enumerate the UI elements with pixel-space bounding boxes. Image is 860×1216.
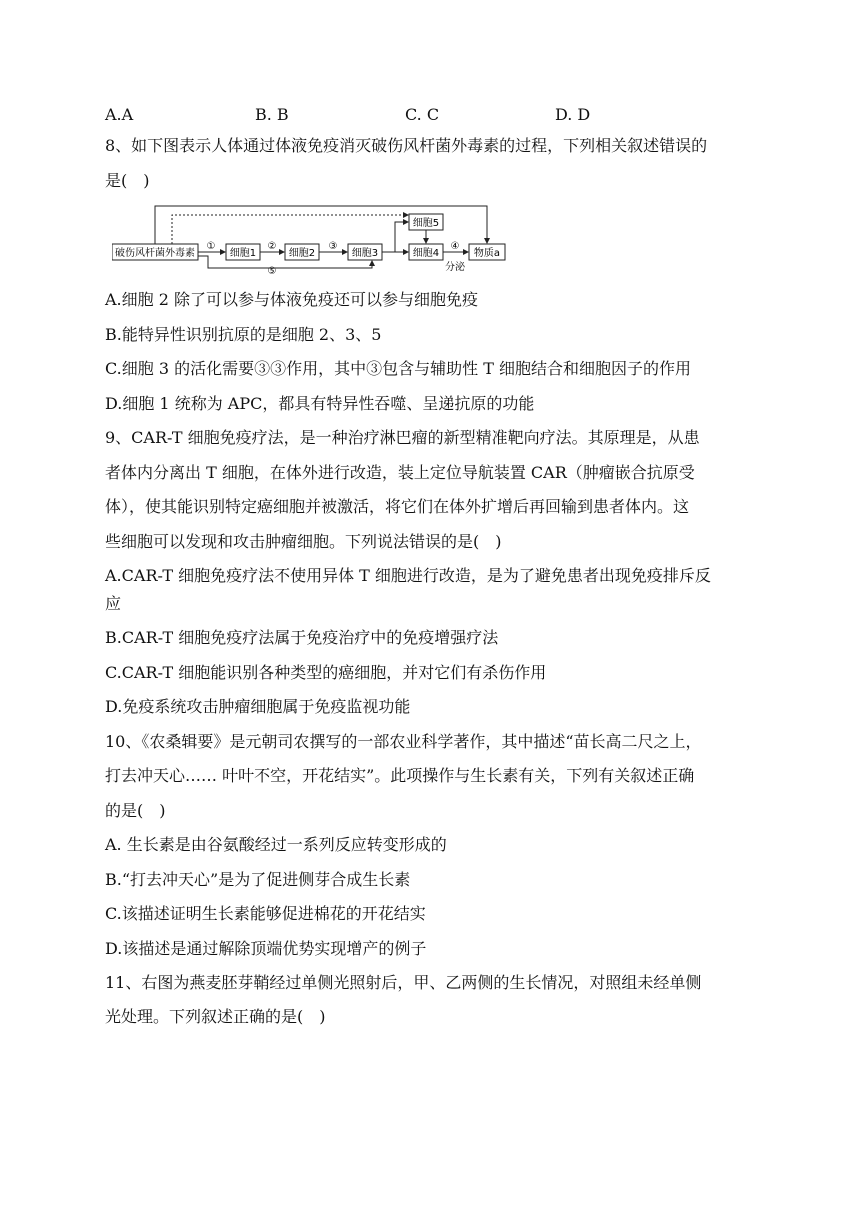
q10-option-b: B.“打去冲天心”是为了促进侧芽合成生长素 [105, 870, 411, 889]
step1-label: ① [206, 241, 216, 252]
q7-option-d: D. D [555, 105, 591, 124]
q8-option-a: A.细胞 2 除了可以参与体液免疫还可以参与细胞免疫 [105, 290, 478, 309]
q9-stem-line3: 体），使其能识别特定癌细胞并被激活，将它们在体外扩增后再回输到患者体内。这 [105, 497, 690, 516]
q8-stem-line1: 8、如下图表示人体通过体液免疫消灭破伤风杆菌外毒素的过程，下列相关叙述错误的 [105, 136, 708, 155]
toxin-label: 破伤风杆菌外毒素 [115, 248, 195, 259]
q10-stem-line2: 打去冲天心…… 叶叶不空，开花结实”。此项操作与生长素有关，下列有关叙述正确 [105, 766, 695, 785]
q9-option-a-cont: 应 [105, 594, 122, 613]
cell2-label: 细胞2 [288, 248, 316, 259]
q9-stem-line2: 者体内分离出 T 细胞，在体外进行改造，装上定位导航装置 CAR（肿瘤嵌合抗原受 [105, 463, 695, 482]
secrete-label: 分泌 [445, 262, 465, 273]
q11-stem-line1: 11、右图为燕麦胚芽鞘经过单侧光照射后，甲、乙两侧的生长情况，对照组未经单侧 [105, 973, 702, 992]
q9-stem-line1: 9、CAR-T 细胞免疫疗法，是一种治疗淋巴瘤的新型精准靶向疗法。其原理是，从患 [105, 428, 700, 447]
q8-option-c: C.细胞 3 的活化需要③③作用，其中③包含与辅助性 T 细胞结合和细胞因子的作用 [105, 359, 691, 378]
q10-stem-line3: 的是( ) [105, 801, 166, 820]
q8-option-d: D.细胞 1 统称为 APC，都具有特异性吞噬、呈递抗原的功能 [105, 394, 535, 413]
q10-option-d: D.该描述是通过解除顶端优势实现增产的例子 [105, 939, 427, 958]
step4-label: ④ [450, 241, 460, 252]
cell3-label: 细胞3 [351, 248, 379, 259]
q7-option-c: C. C [405, 105, 440, 124]
q10-option-a: A. 生长素是由谷氨酸经过一系列反应转变形成的 [105, 835, 447, 854]
step5-label: ⑤ [267, 266, 277, 275]
q9-option-c: C.CAR-T 细胞能识别各种类型的癌细胞，并对它们有杀伤作用 [105, 663, 547, 682]
q10-stem-line1: 10、《农桑辑要》是元朝司农撰写的一部农业科学著作，其中描述“苗长高二尺之上， [105, 732, 702, 751]
q11-stem-line2: 光处理。下列叙述正确的是( ) [105, 1007, 326, 1026]
step3-label: ③ [328, 241, 338, 252]
cell4-label: 细胞4 [412, 248, 440, 259]
step2-label: ② [267, 241, 277, 252]
cell5-label: 细胞5 [412, 218, 440, 229]
q9-stem-line4: 些细胞可以发现和攻击肿瘤细胞。下列说法错误的是( ) [105, 532, 502, 551]
cell1-label: 细胞1 [229, 248, 257, 259]
q8-stem-line2: 是( ) [105, 171, 150, 190]
immune-process-diagram [112, 199, 512, 275]
q8-option-b: B.能特异性识别抗原的是细胞 2、3、5 [105, 325, 382, 344]
q9-option-a: A.CAR-T 细胞免疫疗法不使用异体 T 细胞进行改造，是为了避免患者出现免疫排斥反 [105, 566, 711, 585]
product-label: 物质a [473, 248, 501, 259]
q10-option-c: C.该描述证明生长素能够促进棉花的开花结实 [105, 904, 426, 923]
q7-option-a: A.A [105, 105, 134, 124]
q9-option-b: B.CAR-T 细胞免疫疗法属于免疫治疗中的免疫增强疗法 [105, 628, 499, 647]
q9-option-d: D.免疫系统攻击肿瘤细胞属于免疫监视功能 [105, 697, 411, 716]
q7-option-b: B. B [255, 105, 289, 124]
q7-options [0, 104, 860, 126]
